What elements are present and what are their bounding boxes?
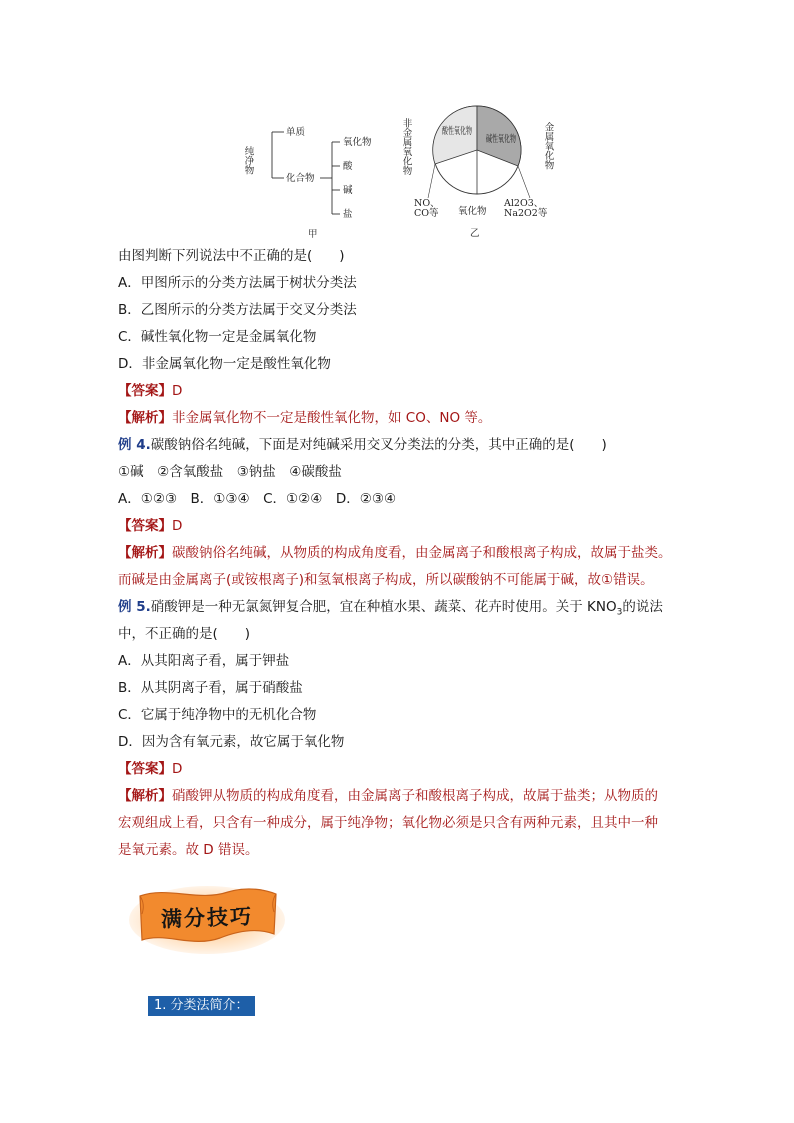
q5-analysis-line2: 宏观组成上看，只含有一种成分，属于纯净物；氧化物必须是只含有两种元素，且其中一种 (118, 815, 658, 831)
answer-value: D (172, 761, 183, 777)
acidic-oxide-label: 酸性氧化物 (442, 126, 490, 137)
nonmetal-oxide-label: 非金属氧化物 (400, 118, 412, 175)
analysis-text: 非金属氧化物不一定是酸性氧化物，如 CO、NO 等。 (172, 410, 492, 426)
analysis-label: 【解析】 (118, 410, 172, 426)
answer-label: 【答案】 (118, 383, 172, 399)
q4-items: ①碱 ②含氧酸盐 ③钠盐 ④碳酸盐 (118, 464, 342, 480)
q5-stem-line1 (118, 597, 698, 623)
tree-leaf-salt: 盐 (343, 209, 353, 220)
analysis-text: 碳酸钠俗名纯碱，从物质的构成角度看，由金属离子和酸根离子构成，故属于盐类。 (172, 545, 672, 561)
no-co-label-line1: NO、 (414, 198, 440, 209)
tree-leaf-oxide: 氧化物 (343, 137, 372, 148)
q4-stem (118, 435, 698, 455)
q5-option-c: C．它属于纯净物中的无机化合物 (118, 707, 317, 723)
tree-leaf-acid: 酸 (343, 161, 353, 172)
q5-stem-line2: 中，不正确的是( ) (118, 626, 251, 642)
q5-option-d: D．因为含有氧元素，故它属于氧化物 (118, 734, 345, 750)
no-co-label-line2: CO等 (414, 208, 439, 219)
q5-answer (118, 759, 698, 779)
figure-caption-yi: 乙 (470, 228, 480, 239)
q4-analysis-line1 (118, 543, 698, 563)
tree-branch-compound: 化合物 (286, 173, 315, 184)
tree-branch-simple: 单质 (286, 127, 306, 138)
banner-title: 满分技巧 (160, 904, 254, 932)
cross-classification-figure (400, 98, 560, 240)
analysis-text: 硝酸钾从物质的构成角度看，由金属离子和酸根离子构成，故属于盐类；从物质的 (172, 788, 658, 804)
analysis-label: 【解析】 (118, 545, 172, 561)
q4-analysis-line2: 而碱是由金属离子(或铵根离子)和氢氧根离子构成，所以碳酸钠不可能属于碱，故①错误。 (118, 572, 654, 588)
figure-caption-jia: 甲 (308, 229, 318, 240)
answer-value: D (172, 383, 183, 399)
oxide-label: 氧化物 (458, 206, 487, 217)
example-label: 例 4. (118, 437, 151, 453)
na2o2-label: Na2O2等 (504, 208, 548, 219)
q5-analysis-line3: 是氧元素。故 D 错误。 (118, 842, 259, 858)
tips-banner (128, 880, 286, 954)
answer-label: 【答案】 (118, 761, 172, 777)
q3-option-a: A．甲图所示的分类方法属于树状分类法 (118, 275, 357, 291)
q3-option-b: B．乙图所示的分类方法属于交叉分类法 (118, 302, 357, 318)
metal-oxide-label: 金属氧化物 (542, 122, 554, 170)
q5-analysis-line1 (118, 786, 698, 806)
q5-option-b: B．从其阴离子看，属于硝酸盐 (118, 680, 303, 696)
answer-label: 【答案】 (118, 518, 172, 534)
q3-answer (118, 381, 698, 401)
stem-text: 硝酸钾是一种无氯氮钾复合肥，宜在种植水果、蔬菜、花卉时使用。关于 KNO (150, 599, 617, 615)
answer-value: D (172, 518, 183, 534)
q3-option-c: C．碱性氧化物一定是金属氧化物 (118, 329, 317, 345)
q3-analysis (118, 408, 698, 428)
q4-choices: A．①②③ B．①③④ C．①②④ D．②③④ (118, 491, 397, 507)
basic-oxide-label: 碱性氧化物 (486, 134, 534, 145)
stem-text: 碳酸钠俗名纯碱，下面是对纯碱采用交叉分类法的分类，其中正确的是( ) (150, 437, 607, 453)
example-label: 例 5. (118, 599, 151, 615)
tree-classification-figure (240, 120, 390, 240)
q4-answer (118, 516, 698, 536)
al2o3-label: Al2O3、 (504, 198, 544, 209)
analysis-label: 【解析】 (118, 788, 172, 804)
kno3-subscript: 3 (616, 607, 623, 618)
stem-text-tail: 的说法 (622, 599, 663, 615)
tree-root-label: 纯净物 (242, 146, 254, 175)
section-heading-classification-intro: 1. 分类法简介： (148, 996, 255, 1016)
tree-leaf-base: 碱 (343, 185, 353, 196)
q3-stem: 由图判断下列说法中不正确的是( ) (118, 248, 345, 264)
q5-option-a: A．从其阳离子看，属于钾盐 (118, 653, 290, 669)
q3-option-d: D．非金属氧化物一定是酸性氧化物 (118, 356, 331, 372)
